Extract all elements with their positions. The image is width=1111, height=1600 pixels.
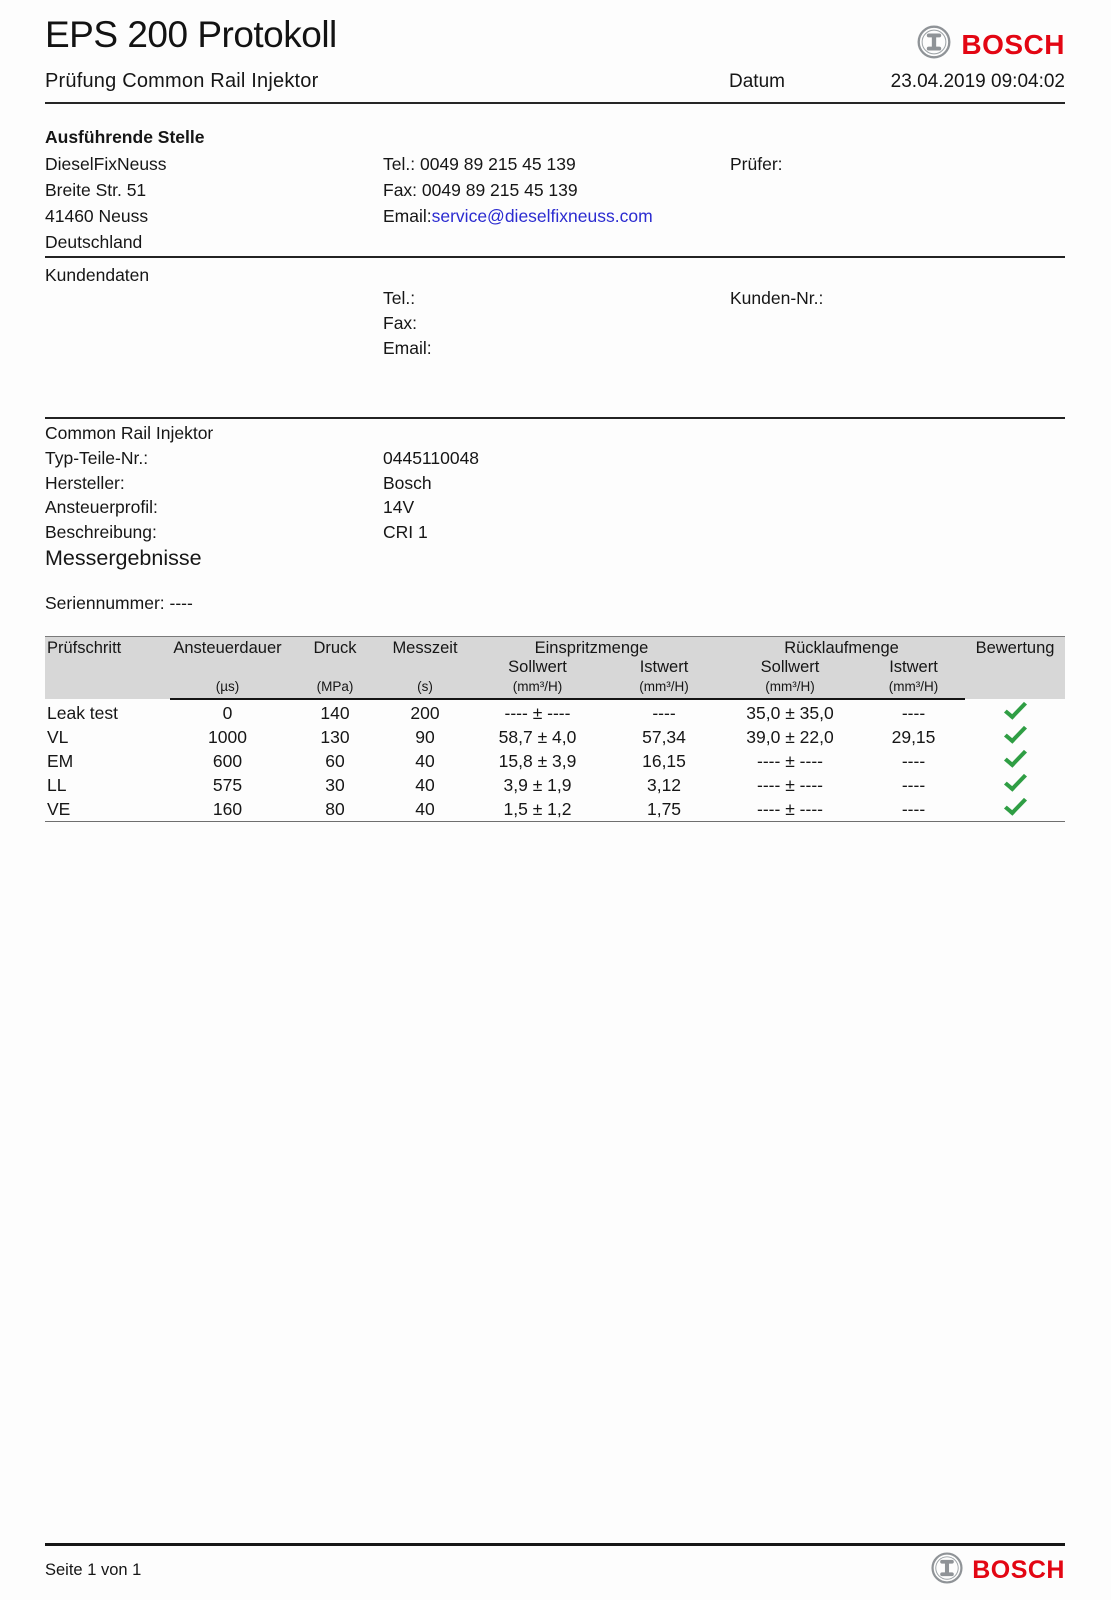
bosch-logo bbox=[916, 24, 1065, 65]
cell-pressure: 130 bbox=[320, 727, 350, 747]
cell-step: VE bbox=[47, 799, 71, 819]
bosch-logo bbox=[930, 1551, 1065, 1590]
unit-return-actual: (mm³/H) bbox=[862, 677, 965, 699]
customer-heading: Kundendaten bbox=[45, 265, 150, 285]
cell-duration: 0 bbox=[222, 703, 233, 723]
cell-return-setpoint: ---- ± ---- bbox=[757, 775, 823, 795]
office-name: DieselFixNeuss bbox=[45, 154, 167, 174]
doc-subtitle: Prüfung Common Rail Injektor bbox=[45, 70, 319, 92]
unit-duration: (µs) bbox=[170, 677, 285, 699]
injector-description-label: Beschreibung: bbox=[45, 521, 157, 542]
bosch-wordmark: BOSCH bbox=[972, 1556, 1065, 1584]
col-time: Messzeit bbox=[385, 637, 465, 678]
cell-inj-setpoint: ---- ± ---- bbox=[504, 703, 571, 723]
table-row bbox=[45, 773, 1065, 797]
date-label: Datum bbox=[729, 71, 785, 92]
col-return-setpoint: Sollwert bbox=[760, 658, 820, 676]
green-check-icon bbox=[1003, 793, 1026, 815]
col-step: Prüfschritt bbox=[45, 637, 170, 700]
cell-step: VL bbox=[47, 727, 69, 747]
cell-inj-actual: 16,15 bbox=[642, 751, 686, 771]
cell-rating bbox=[965, 749, 1065, 773]
cell-pressure: 140 bbox=[320, 703, 350, 723]
cell-time: 90 bbox=[415, 727, 435, 747]
cell-return-actual: ---- bbox=[901, 703, 926, 723]
cell-return-setpoint: ---- ± ---- bbox=[757, 799, 823, 819]
injector-heading: Common Rail Injektor bbox=[45, 423, 214, 443]
cell-inj-setpoint: 3,9 ± 1,9 bbox=[503, 775, 572, 795]
office-tel-line bbox=[383, 151, 730, 177]
injector-profile-value: 14V bbox=[383, 497, 415, 517]
serial-value: ---- bbox=[169, 593, 193, 613]
table-row bbox=[45, 797, 1065, 822]
customer-email-label: Email: bbox=[383, 338, 432, 358]
injector-type-label: Typ-Teile-Nr.: bbox=[45, 448, 149, 468]
page-header bbox=[45, 12, 1065, 104]
injector-profile-label: Ansteuerprofil: bbox=[45, 497, 158, 517]
page-footer bbox=[45, 1543, 1065, 1590]
office-street: Breite Str. 51 bbox=[45, 180, 147, 200]
unit-injection-actual: (mm³/H) bbox=[610, 677, 718, 699]
bosch-armature-icon bbox=[930, 1551, 964, 1590]
table-row bbox=[45, 749, 1065, 773]
cell-return-setpoint: ---- ± ---- bbox=[757, 751, 823, 771]
executing-office-section bbox=[45, 124, 1065, 255]
cell-duration: 575 bbox=[212, 775, 243, 795]
cell-time: 40 bbox=[415, 799, 435, 819]
cell-pressure: 60 bbox=[325, 751, 345, 771]
cell-return-setpoint: 39,0 ± 22,0 bbox=[746, 727, 834, 747]
cell-return-setpoint: 35,0 ± 35,0 bbox=[746, 703, 834, 723]
customer-fax-label: Fax: bbox=[383, 313, 418, 333]
unit-pressure: (MPa) bbox=[285, 677, 385, 699]
cell-duration: 600 bbox=[212, 751, 243, 771]
cell-return-actual: ---- bbox=[901, 775, 926, 795]
cell-time: 40 bbox=[415, 751, 435, 771]
cell-inj-setpoint: 15,8 ± 3,9 bbox=[498, 751, 577, 771]
page-number: Seite 1 von 1 bbox=[45, 1561, 142, 1579]
cell-inj-setpoint: 58,7 ± 4,0 bbox=[498, 727, 577, 747]
cell-rating bbox=[965, 773, 1065, 797]
cell-pressure: 30 bbox=[325, 775, 345, 795]
table-row bbox=[45, 725, 1065, 749]
cell-return-actual: ---- bbox=[901, 751, 926, 771]
cell-rating bbox=[965, 699, 1065, 725]
cell-rating bbox=[965, 725, 1065, 749]
col-pressure: Druck bbox=[285, 637, 385, 678]
results-table-header bbox=[45, 637, 1065, 700]
injector-row-description bbox=[45, 520, 1065, 545]
green-check-icon bbox=[1003, 745, 1026, 767]
cell-inj-actual: 1,75 bbox=[646, 799, 682, 819]
serial-label: Seriennummer: bbox=[45, 593, 165, 613]
section-divider bbox=[45, 417, 1065, 419]
cell-return-actual: 29,15 bbox=[891, 727, 936, 747]
office-email-link[interactable]: service@dieselfixneuss.com bbox=[431, 206, 653, 226]
injector-manufacturer-value: Bosch bbox=[383, 472, 432, 493]
col-injection-actual: Istwert bbox=[639, 658, 689, 676]
page-title: EPS 200 Protokoll bbox=[45, 14, 337, 55]
cell-time: 200 bbox=[410, 703, 440, 723]
table-row bbox=[45, 699, 1065, 725]
col-duration: Ansteuerdauer bbox=[170, 637, 285, 678]
green-check-icon bbox=[1003, 697, 1026, 719]
customer-tel-label: Tel.: bbox=[383, 288, 416, 308]
bosch-wordmark: BOSCH bbox=[961, 28, 1065, 60]
cell-step: LL bbox=[47, 775, 67, 795]
cell-inj-actual: ---- bbox=[652, 703, 676, 723]
injector-type-value: 0445110048 bbox=[383, 448, 480, 468]
email-label: Email: bbox=[383, 206, 432, 226]
results-table bbox=[45, 636, 1065, 822]
cell-pressure: 80 bbox=[325, 799, 345, 819]
injector-manufacturer-label: Hersteller: bbox=[45, 472, 125, 493]
cell-inj-actual: 3,12 bbox=[646, 775, 682, 795]
customer-section bbox=[45, 263, 1065, 361]
office-fax-line bbox=[383, 177, 730, 203]
unit-return-setpoint: (mm³/H) bbox=[718, 677, 862, 699]
cell-time: 40 bbox=[415, 775, 435, 795]
office-city: 41460 Neuss bbox=[45, 206, 149, 226]
serial-number-line bbox=[45, 593, 193, 614]
col-rating: Bewertung bbox=[965, 637, 1065, 700]
cell-rating bbox=[965, 797, 1065, 822]
col-return-flow: Rücklaufmenge bbox=[718, 637, 965, 659]
cell-inj-setpoint: 1,5 ± 1,2 bbox=[503, 799, 572, 819]
cell-step: Leak test bbox=[47, 702, 119, 723]
injector-description-value: CRI 1 bbox=[383, 521, 428, 542]
injector-row-profile bbox=[45, 495, 1065, 520]
tel-value: 0049 89 215 45 139 bbox=[419, 154, 576, 174]
cell-return-actual: ---- bbox=[901, 799, 926, 819]
col-return-actual: Istwert bbox=[889, 658, 938, 676]
fax-value: 0049 89 215 45 139 bbox=[421, 180, 578, 200]
results-heading: Messergebnisse bbox=[45, 546, 202, 570]
tel-label: Tel.: bbox=[383, 154, 416, 174]
office-email-line bbox=[383, 203, 730, 229]
section-divider bbox=[45, 256, 1065, 258]
unit-time: (s) bbox=[385, 677, 465, 699]
fax-label: Fax: bbox=[383, 180, 418, 200]
cell-duration: 1000 bbox=[208, 727, 247, 747]
examiner-label: Prüfer: bbox=[730, 154, 783, 174]
date-value: 23.04.2019 09:04:02 bbox=[890, 71, 1065, 92]
customer-no-label: Kunden-Nr.: bbox=[730, 288, 824, 308]
injector-row-manufacturer bbox=[45, 471, 1065, 496]
col-injection: Einspritzmenge bbox=[465, 637, 718, 659]
green-check-icon bbox=[1003, 769, 1026, 791]
injector-section bbox=[45, 421, 1065, 544]
bosch-armature-icon bbox=[916, 24, 952, 65]
office-heading: Ausführende Stelle bbox=[45, 127, 205, 147]
cell-step: EM bbox=[47, 751, 74, 771]
cell-duration: 160 bbox=[212, 799, 243, 819]
col-injection-setpoint: Sollwert bbox=[508, 658, 567, 676]
green-check-icon bbox=[1003, 721, 1026, 743]
unit-injection-setpoint: (mm³/H) bbox=[465, 677, 610, 699]
office-country: Deutschland bbox=[45, 232, 143, 252]
cell-inj-actual: 57,34 bbox=[642, 727, 686, 747]
injector-row-type bbox=[45, 446, 1065, 471]
